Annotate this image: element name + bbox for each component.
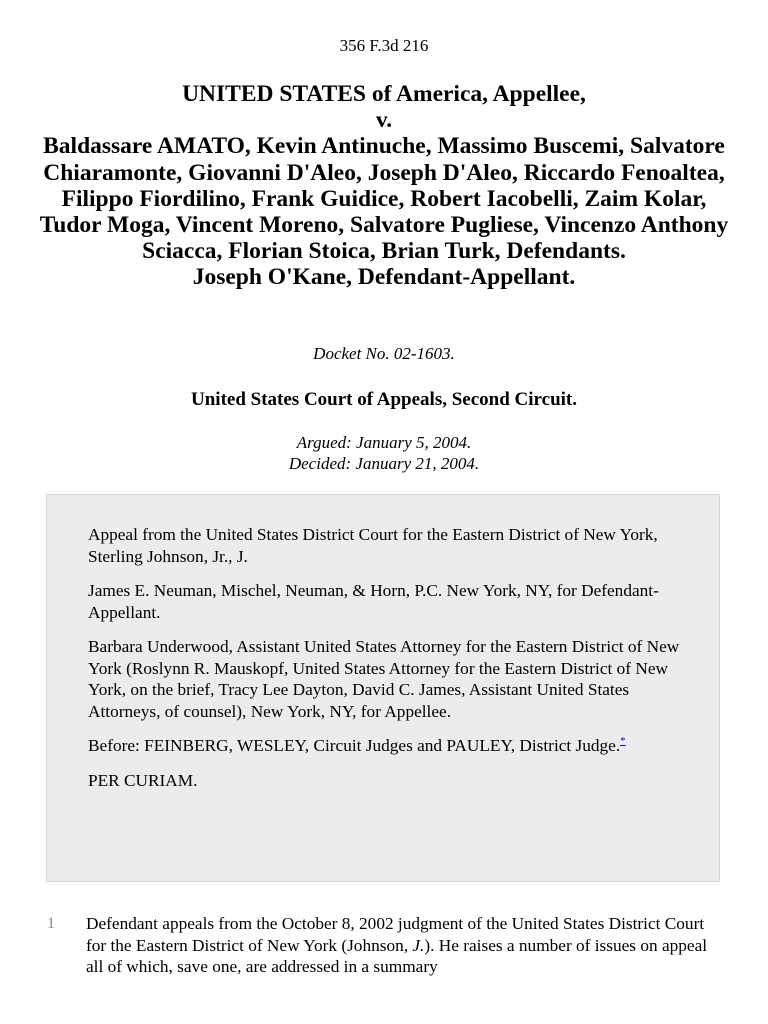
footnote-link[interactable]: *	[620, 735, 626, 748]
paragraph-text-end: ). He raises a number of issues on appeal all of which, save one, are addressed in a summary	[86, 935, 708, 976]
argued-date: Argued: January 5, 2004.	[296, 433, 472, 452]
caption-versus: v.	[375, 107, 393, 134]
judge-abbrev: J.	[412, 935, 425, 955]
paragraph-text-start: Defendant appeals from the October 8, 2002 judgment of the United States District Court for the Eastern District of New York (Johnson,	[86, 914, 705, 955]
per-curiam: PER CURIAM.	[88, 770, 198, 790]
caption-appellant: Joseph O'Kane, Defendant-Appellant.	[192, 264, 576, 291]
caption-defendants: Baldassare AMATO, Kevin Antinuche, Massimo Buscemi, Salvatore Chiaramonte, Giovanni D'Aleo, Joseph D'Aleo, Riccardo Fenoaltea, Filippo Fiordilino, Frank Guidice, Robert Iacobelli, Zaim Kolar, Tudor Moga, Vincent Moreno, Salvatore Pugliese, Vincenzo Anthony Sciacca, Florian Stoica, Brian Turk, Defendants.	[39, 133, 729, 265]
decided-date: Decided: January 21, 2004.	[288, 454, 480, 473]
appellant-counsel: James E. Neuman, Mischel, Neuman, & Horn, P.C. New York, NY, for Defendant-Appellant.	[88, 581, 659, 622]
caption-appellee: UNITED STATES of America, Appellee,	[182, 81, 586, 107]
paragraph-text	[86, 913, 720, 978]
case-caption	[30, 81, 738, 291]
court-name: United States Court of Appeals, Second Circuit.	[191, 389, 577, 410]
paragraph-number: 1	[47, 915, 55, 932]
appeal-from: Appeal from the United States District Court for the Eastern District of New York, Sterling Johnson, Jr., J.	[88, 525, 658, 566]
citation: 356 F.3d 216	[339, 36, 429, 55]
case-summary	[88, 524, 688, 804]
panel-judges-text: Before: FEINBERG, WESLEY, Circuit Judges and PAULEY, District Judge.	[88, 736, 621, 755]
panel-judges	[88, 735, 688, 757]
case-dates	[0, 432, 768, 474]
case-summary-box	[46, 494, 720, 882]
appellee-counsel: Barbara Underwood, Assistant United States Attorney for the Eastern District of New York (Roslynn R. Mauskopf, United States Attorney for the Eastern District of New York, on the brief, Tracy Lee Dayton, David C. James, Assistant United States Attorneys, of counsel), New York, NY, for Appellee.	[88, 637, 680, 721]
docket-number: Docket No. 02-1603.	[313, 344, 455, 363]
